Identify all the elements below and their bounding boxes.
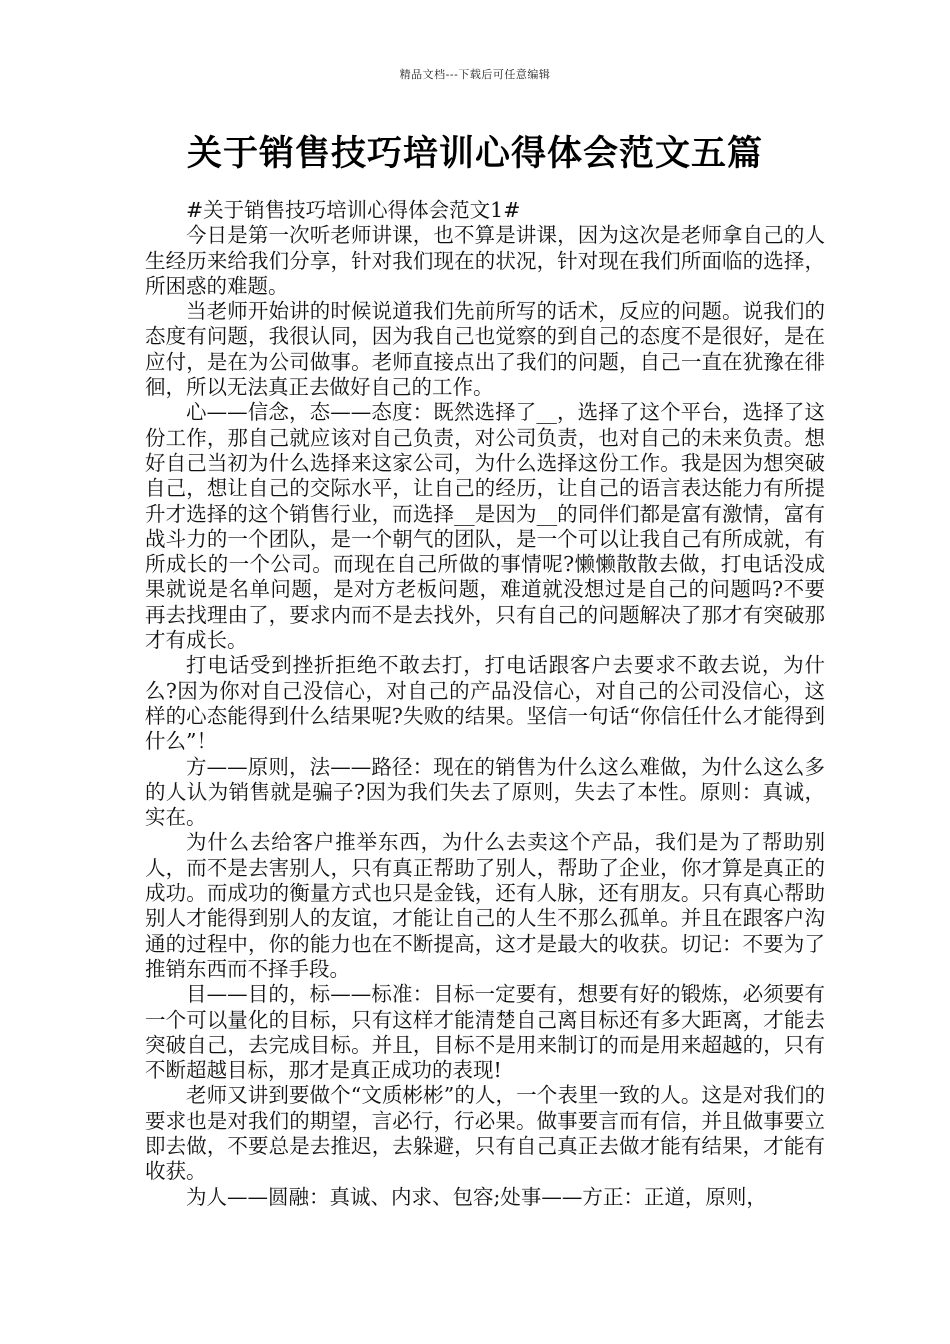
- paragraph: 当老师开始讲的时候说道我们先前所写的话术，反应的问题。说我们的态度有问题，我很认同，因为我自己也觉察的到自己的态度不是很好，是在应付，是在为公司做事。老师直接点出了我们的问题，自己一直在犹豫在徘徊，所以无法真正去做好自己的工作。: [145, 299, 825, 400]
- paragraph: 今日是第一次听老师讲课，也不算是讲课，因为这次是老师拿自己的人生经历来给我们分享，针对我们现在的状况，针对现在我们所面临的选择，所困惑的难题。: [145, 223, 825, 298]
- paragraph: 为什么去给客户推举东西，为什么去卖这个产品，我们是为了帮助别人，而不是去害别人，只有真正帮助了别人，帮助了企业，你才算是真正的成功。而成功的衡量方式也只是金钱，还有人脉，还有朋友。只有真心帮助别人才能得到别人的友谊，才能让自己的人生不那么孤单。并且在跟客户沟通的过程中，你的能力也在不断提高，这才是最大的收获。切记：不要为了推销东西而不择手段。: [145, 830, 825, 981]
- document-title: 关于销售技巧培训心得体会范文五篇: [186, 134, 763, 174]
- paragraph: 方——原则，法——路径：现在的销售为什么这么难做，为什么这么多的人认为销售就是骗子?因为我们失去了原则，失去了本性。原则：真诚，实在。: [145, 754, 825, 830]
- paragraph: 心——信念，态——态度：既然选择了__，选择了这个平台，选择了这份工作，那自己就应该对自己负责，对公司负责，也对自己的未来负责。想好自己当初为什么选择来这家公司，为什么选择这份工作。我是因为想突破自己，想让自己的交际水平，让自己的经历，让自己的语言表达能力有所提升才选择的这个销售行业，而选择__是因为__的同伴们都是富有激情，富有战斗力的一个团队，是一个朝气的团队，是一个可以让我自己有所成就，有所成长的一个公司。而现在自己所做的事情呢?懒懒散散去做，打电话没成果就说是名单问题，是对方老板问题，难道就没想过是自己的问题吗?不要再去找理由了，要求内而不是去找外，只有自己的问题解决了那才有突破那才有成长。: [145, 400, 825, 653]
- document-body: [145, 198, 825, 1210]
- paragraph: 目——目的，标——标准：目标一定要有，想要有好的锻炼，必须要有一个可以量化的目标，只有这样才能清楚自己离目标还有多大距离，才能去突破自己，去完成目标。并且，目标不是用来制订的而是用来超越的，只有不断超越目标，那才是真正成功的表现!: [145, 982, 825, 1083]
- paragraph: 老师又讲到要做个“文质彬彬”的人，一个表里一致的人。这是对我们的要求也是对我们的期望，言必行，行必果。做事要言而有信，并且做事要立即去做，不要总是去推迟，去躲避，只有自己真正去做才能有结果，才能有收获。: [145, 1083, 825, 1184]
- page-header-note: 精品文档---下载后可任意编辑: [399, 68, 551, 81]
- paragraph: 为人——圆融：真诚、内求、包容;处事——方正：正道，原则，: [186, 1184, 767, 1209]
- paragraph: 打电话受到挫折拒绝不敢去打，打电话跟客户去要求不敢去说，为什么?因为你对自己没信心，对自己的产品没信心，对自己的公司没信心，这样的心态能得到什么结果呢?失败的结果。坚信一句话“你信任什么才能得到什么”！: [145, 653, 825, 754]
- section-heading: #关于销售技巧培训心得体会范文1#: [186, 198, 521, 222]
